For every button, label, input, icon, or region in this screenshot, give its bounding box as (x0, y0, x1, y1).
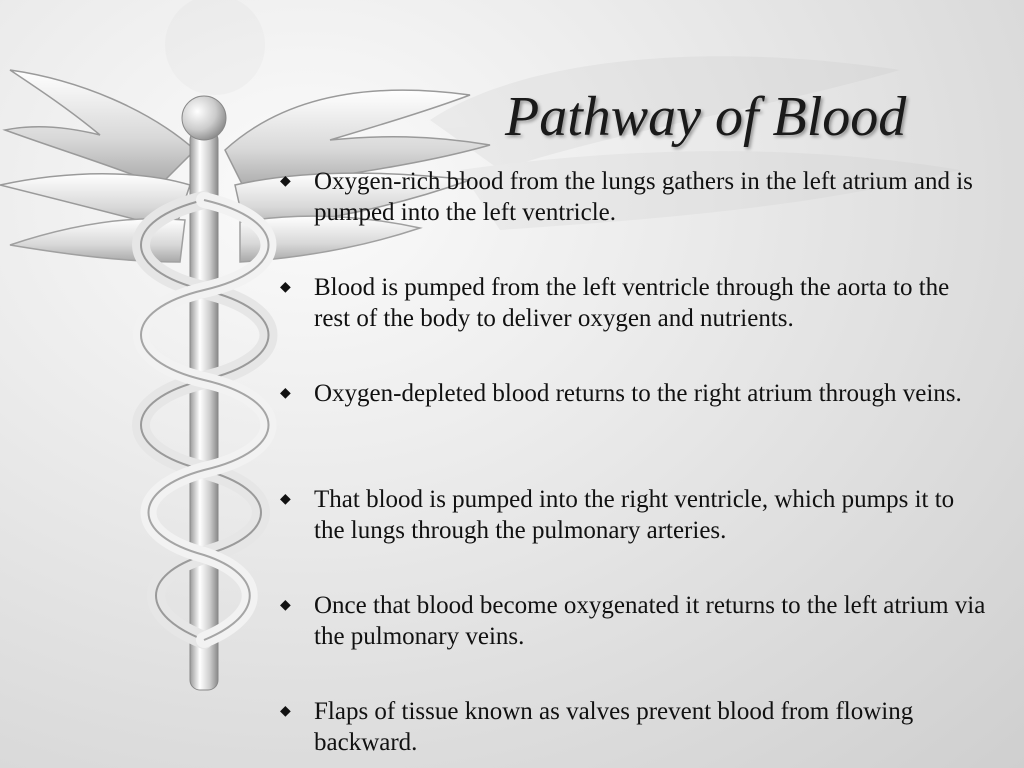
diamond-bullet-icon: ◆ (280, 385, 291, 401)
bullet-text: That blood is pumped into the right ventricle, which pumps it to the lungs through the pulmonary arteries. (314, 486, 955, 544)
bullet-text: Once that blood become oxygenated it returns to the left atrium via the pulmonary veins. (314, 592, 986, 650)
bullet-text: Flaps of tissue known as valves prevent blood from flowing backward. (314, 698, 914, 756)
diamond-bullet-icon: ◆ (280, 173, 291, 189)
bullet-text: Blood is pumped from the left ventricle through the aorta to the rest of the body to deliver oxygen and nutrients. (314, 274, 950, 332)
bullet-item (280, 272, 990, 334)
bullet-item (280, 166, 990, 228)
slide-title: Pathway of Blood (505, 86, 907, 148)
bullet-text: Oxygen-rich blood from the lungs gathers in the left atrium and is pumped into the left ventricle. (314, 168, 973, 226)
diamond-bullet-icon: ◆ (280, 279, 291, 295)
bullet-text: Oxygen-depleted blood returns to the right atrium through veins. (314, 380, 962, 407)
diamond-bullet-icon: ◆ (280, 491, 291, 507)
bullet-item (280, 484, 990, 546)
bullet-item (280, 590, 990, 652)
diamond-bullet-icon: ◆ (280, 703, 291, 719)
diamond-bullet-icon: ◆ (280, 597, 291, 613)
bullet-item (280, 378, 990, 409)
bullet-item (280, 696, 990, 758)
